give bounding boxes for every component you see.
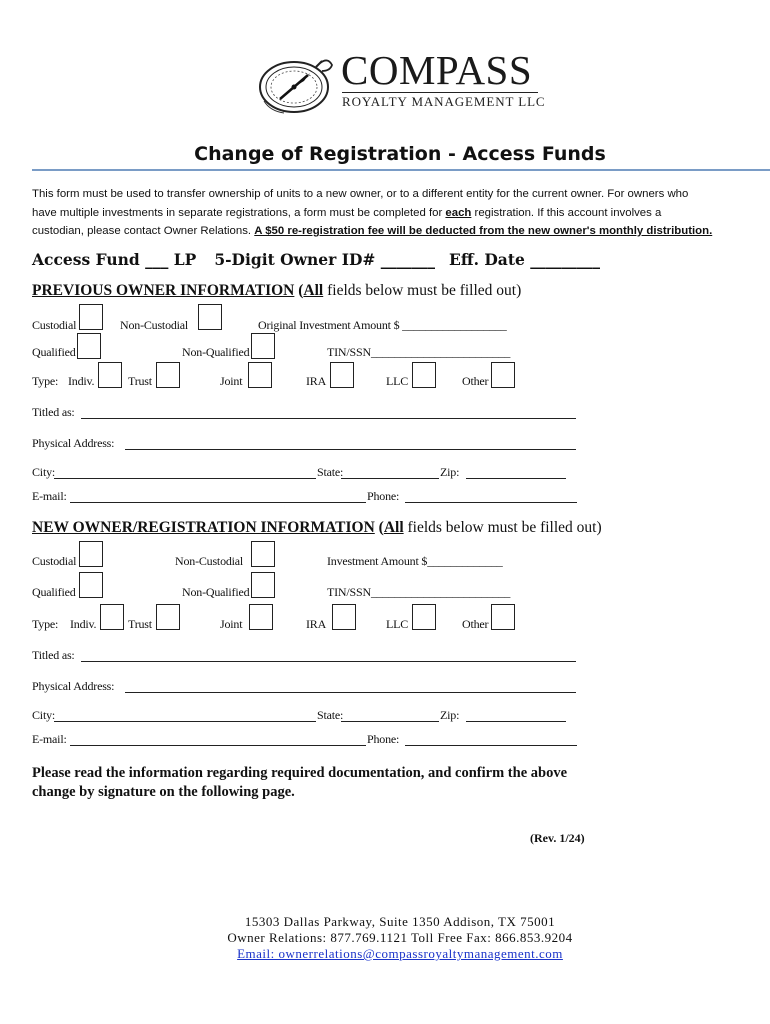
section-note: fields below must be filled out) [403,519,602,536]
new-zip-label: Zip: [440,708,460,722]
new-llc-checkbox[interactable] [412,604,436,630]
prev-custodial-checkbox[interactable] [79,304,103,330]
new-non-custodial-checkbox[interactable] [251,541,275,567]
new-titled-as-input[interactable] [81,661,576,662]
intro-text: have multiple investments in separate registrations, a form must be completed for [32,206,446,219]
prev-titled-as-label: Titled as: [32,405,75,419]
eff-date-field[interactable]: Eff. Date _________ [449,250,601,269]
prev-ira-checkbox[interactable] [330,362,354,388]
intro-line-3 [32,222,752,241]
prev-phone-label: Phone: [367,489,400,503]
intro-paragraph [32,185,752,241]
prev-type-label: Type: [32,374,59,388]
prev-zip-label: Zip: [440,465,460,479]
prev-llc-checkbox[interactable] [412,362,436,388]
signature-instructions [32,764,672,802]
prev-non-custodial-checkbox[interactable] [198,304,222,330]
prev-phone-input[interactable] [405,502,577,503]
prev-city-input[interactable] [54,478,316,479]
company-subtitle: ROYALTY MANAGEMENT LLC [342,94,546,109]
prev-non-qualified-label: Non-Qualified [182,345,250,359]
prev-non-qualified-checkbox[interactable] [251,333,275,359]
prev-titled-as-input[interactable] [81,418,576,419]
prev-state-input[interactable] [341,478,439,479]
intro-each-emphasis: each [445,206,472,219]
new-email-input[interactable] [70,745,366,746]
intro-text: custodian, please contact Owner Relations. [32,225,255,237]
new-tin-field[interactable]: TIN/SSN________________________ [327,585,511,599]
new-other-checkbox[interactable] [491,604,515,630]
revision-label: (Rev. 1/24) [530,831,585,845]
title-divider [32,169,770,171]
prev-indiv-checkbox[interactable] [98,362,122,388]
prev-email-input[interactable] [70,502,366,503]
prev-joint-checkbox[interactable] [248,362,272,388]
prev-other-label: Other [462,374,489,388]
new-investment-amount-field[interactable]: Investment Amount $_____________ [327,554,503,568]
new-llc-label: LLC [386,617,409,631]
new-state-input[interactable] [341,721,439,722]
new-joint-label: Joint [220,617,243,631]
new-indiv-checkbox[interactable] [100,604,124,630]
new-city-label: City: [32,708,56,722]
new-physical-address-input[interactable] [125,692,576,693]
new-indiv-label: Indiv. [70,617,97,631]
prev-llc-label: LLC [386,374,409,388]
new-other-label: Other [462,617,489,631]
prev-city-label: City: [32,465,56,479]
new-trust-label: Trust [128,617,152,631]
new-qualified-checkbox[interactable] [79,572,103,598]
prev-state-label: State: [317,465,344,479]
prev-custodial-label: Custodial [32,318,77,332]
prev-indiv-label: Indiv. [68,374,95,388]
instructions-line-2: change by signature on the following page. [32,784,295,800]
prev-qualified-label: Qualified [32,345,76,359]
section-title: NEW OWNER/REGISTRATION INFORMATION [32,519,375,536]
all-emphasis: All [303,282,324,299]
footer-email-link[interactable]: Email: ownerrelations@compassroyaltymanagement.com [237,946,563,961]
new-custodial-checkbox[interactable] [79,541,103,567]
new-qualified-label: Qualified [32,585,76,599]
new-ira-label: IRA [306,617,327,631]
footer-address: 15303 Dallas Parkway, Suite 1350 Addison, TX 75001 [244,914,556,929]
new-non-qualified-checkbox[interactable] [251,572,275,598]
footer-email [0,946,770,962]
prev-other-checkbox[interactable] [491,362,515,388]
section-note: fields below must be filled out) [323,282,522,299]
intro-line-2 [32,204,752,223]
prev-zip-input[interactable] [466,478,566,479]
section-title: PREVIOUS OWNER INFORMATION [32,282,295,299]
prev-trust-label: Trust [128,374,152,388]
access-fund-field[interactable]: Access Fund ___ LP [32,250,197,269]
new-joint-checkbox[interactable] [249,604,273,630]
new-phone-label: Phone: [367,732,400,746]
prev-qualified-checkbox[interactable] [77,333,101,359]
new-custodial-label: Custodial [32,554,77,568]
new-non-qualified-label: Non-Qualified [182,585,250,599]
fund-info-row [32,250,600,269]
new-trust-checkbox[interactable] [156,604,180,630]
new-non-custodial-label: Non-Custodial [175,554,244,568]
prev-email-label: E-mail: [32,489,67,503]
new-titled-as-label: Titled as: [32,648,75,662]
company-name: COMPASS [341,47,533,93]
new-type-label: Type: [32,617,59,631]
new-state-label: State: [317,708,344,722]
instructions-line-1: Please read the information regarding required documentation, and confirm the above [32,765,567,781]
fee-notice: A $50 re-registration fee will be deducted from the new owner's monthly distribution. [254,225,713,237]
intro-line-1: This form must be used to transfer ownership of units to a new owner, or to a different entity for the current owner. For owners who [32,188,689,200]
previous-owner-heading: PREVIOUS OWNER INFORMATION (All fields below must be filled out) [32,282,522,299]
prev-physical-address-input[interactable] [125,449,576,450]
intro-text: registration. If this account involves a [471,206,662,219]
prev-non-custodial-label: Non-Custodial [120,318,189,332]
prev-joint-label: Joint [220,374,243,388]
new-city-input[interactable] [54,721,316,722]
new-phone-input[interactable] [405,745,577,746]
new-zip-input[interactable] [466,721,566,722]
new-email-label: E-mail: [32,732,67,746]
all-emphasis: All [383,519,404,536]
page-title: Change of Registration - Access Funds [194,143,606,165]
new-physical-address-label: Physical Address: [32,679,115,693]
new-ira-checkbox[interactable] [332,604,356,630]
new-owner-heading: NEW OWNER/REGISTRATION INFORMATION (All fields below must be filled out) [32,519,602,536]
compass-logo-icon [256,49,336,115]
prev-ira-label: IRA [306,374,327,388]
prev-trust-checkbox[interactable] [156,362,180,388]
prev-tin-field[interactable]: TIN/SSN________________________ [327,345,511,359]
footer-contact: Owner Relations: 877.769.1121 Toll Free Fax: 866.853.9204 [227,930,573,945]
prev-physical-address-label: Physical Address: [32,436,115,450]
owner-id-field[interactable]: 5-Digit Owner ID# _______ [214,250,436,269]
prev-original-amount-field[interactable]: Original Investment Amount $ __________________ [258,318,507,332]
